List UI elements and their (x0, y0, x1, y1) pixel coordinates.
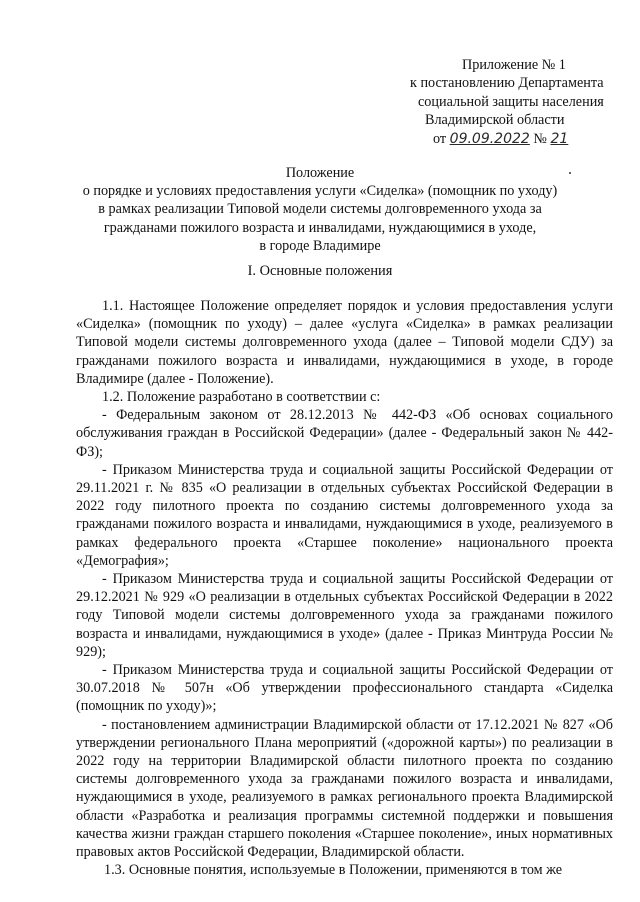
title-line-1: Положение (285, 165, 355, 181)
appendix-header (398, 56, 628, 148)
list-item-resolution-827: - постановлением администрации Владимирской области от 17.12.2021 № 827 «Об утверждении регионального Плана мероприятий («дорожной карты») по реализации в 2022 году на территории Владимирской области пилотного проекта по созданию системы долговременного ухода за гражданами пожилого возраста и инвалидами, нуждающимися в уходе, реализуемого в рамках регионального проекта Владимирской области «Разработка и реализация программы системной поддержки и повышения качества жизни граждан старшего поколения «Старшее поколение», иных нормативных правовых актов Российской Федерации, Владимирской области. (76, 716, 613, 861)
title-line-5: в городе Владимире (259, 237, 381, 254)
document-title (40, 164, 600, 255)
appendix-date-number (398, 130, 628, 148)
paragraph-1-2: 1.2. Положение разработано в соответствии с: (102, 389, 381, 406)
paragraph-1-3: 1.3. Основные понятия, используемые в Положении, применяются в том же (104, 862, 563, 879)
section-heading: I. Основные положения (247, 263, 393, 279)
list-item-order-835: - Приказом Министерства труда и социальной защиты Российской Федерации от 29.11.2021 г. № 835 «О реализации в отдельных субъектах Российской Федерации в 2022 году пилотного проекта по созданию системы долговременного ухода за гражданами пожилого возраста и инвалидами, нуждающимися в уходе, реализуемого в рамках федерального проекта «Старшее поколение» национального проекта «Демография»; (76, 461, 613, 569)
title-line-4: гражданами пожилого возраста и инвалидами, нуждающимися в уходе, (103, 219, 537, 236)
appendix-department: социальной защиты населения (418, 93, 604, 110)
title-line-2: о порядке и условиях предоставления услуги «Сиделка» (помощник по уходу) (82, 183, 558, 200)
handwritten-date: 09.09.2022 (449, 130, 530, 147)
appendix-region: Владимирской области (425, 112, 565, 129)
list-item-order-507n: - Приказом Министерства труда и социальной защиты Российской Федерации от 30.07.2018 № 507н «Об утверждении профессионального стандарта «Сиделка (помощник по уходу)»; (76, 662, 613, 715)
handwritten-number: 21 (550, 130, 569, 147)
date-prefix: от (433, 130, 450, 147)
appendix-title: Приложение № 1 (462, 57, 566, 73)
document-body (76, 297, 613, 880)
number-prefix: № (529, 130, 551, 147)
paragraph-1-1: 1.1. Настоящее Положение определяет порядок и условия предоставления услуги «Сиделка» (помощник по уходу) – далее «услуга «Сиделка» в рамках реализации Типовой модели системы долговременного ухода (далее – Типовой модели СДУ) за гражданами пожилого возраста и инвалидами, нуждающимися в уходе, в городе Владимире (далее - Положение). (76, 298, 613, 387)
list-item-order-929: - Приказом Министерства труда и социальной защиты Российской Федерации от 29.12.2021 № 929 «О реализации в отдельных субъектах Российской Федерации в 2022 году Типовой модели системы долговременного ухода за гражданами пожилого возраста и инвалидами, нуждающимися в уходе» (далее - Приказ Минтруда России № 929); (76, 571, 613, 660)
title-line-3: в рамках реализации Типовой модели системы долговременного ухода за (98, 201, 542, 218)
appendix-reference: к постановлению Департамента (410, 75, 604, 92)
list-item-federal-law: - Федеральным законом от 28.12.2013 № 442-ФЗ «Об основах социального обслуживания граждан в Российской Федерации» (далее - Федеральный закон № 442-ФЗ); (76, 407, 613, 460)
